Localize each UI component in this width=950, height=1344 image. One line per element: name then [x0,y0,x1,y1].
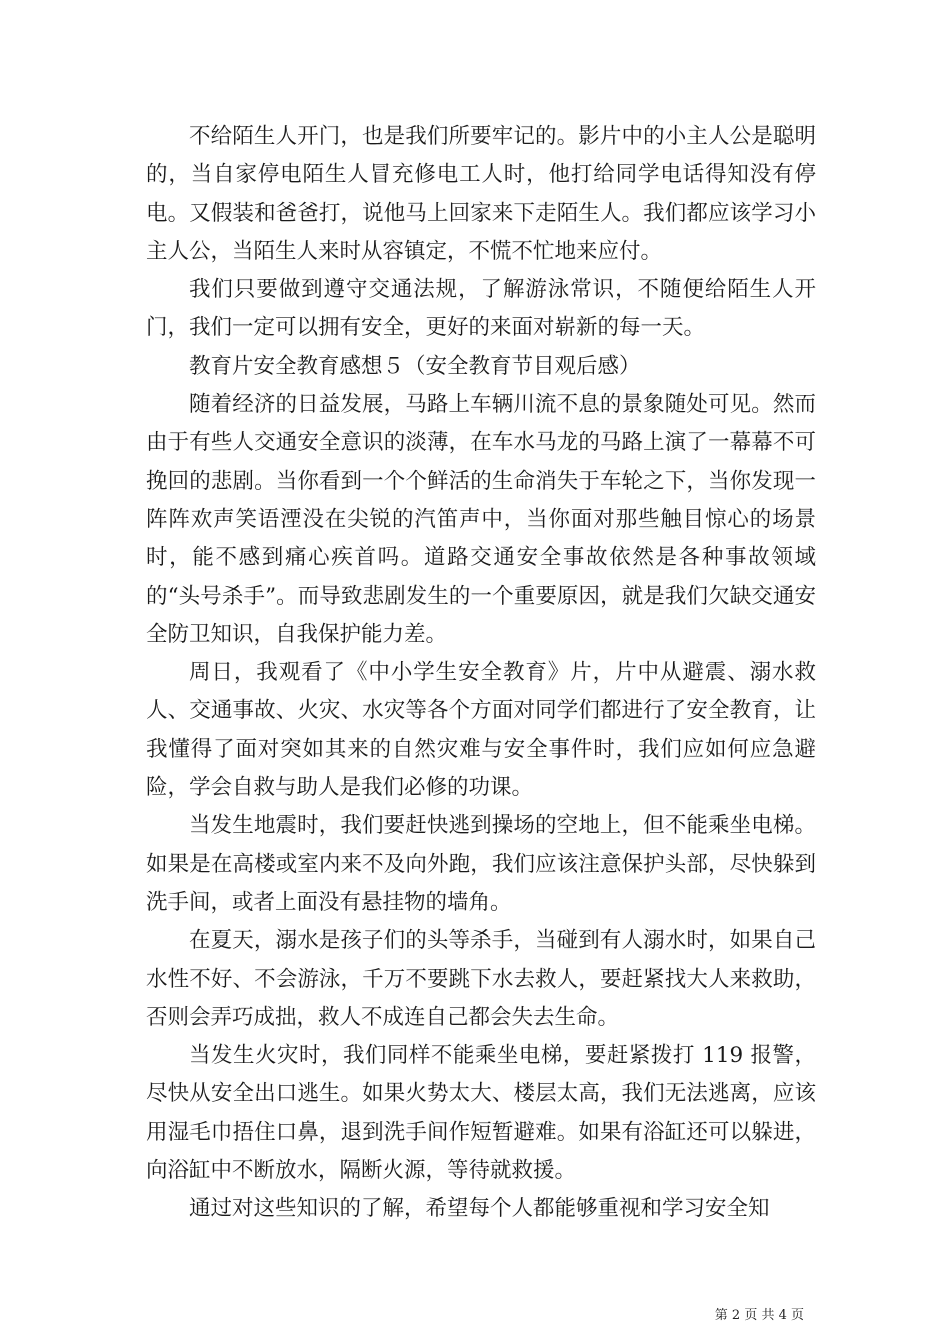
page-number: 第 2 页 共 4 页 [714,1308,804,1323]
paragraph: 当发生地震时，我们要赶快逃到操场的空地上，但不能乘坐电梯。如果是在高楼或室内来不及向外跑，我们应该注意保护头部，尽快躲到洗手间，或者上面没有悬挂物的墙角。 [146,813,816,915]
paragraph: 不给陌生人开门，也是我们所要牢记的。影片中的小主人公是聪明的，当自家停电陌生人冒充修电工人时，他打给同学电话得知没有停电。又假装和爸爸打，说他马上回家来下走陌生人。我们都应该学习小主人公，当陌生人来时从容镇定，不慌不忙地来应付。 [146,124,816,264]
paragraph: 通过对这些知识的了解，希望每个人都能够重视和学习安全知 [189,1196,770,1222]
body-text [146,118,816,1229]
paragraph: 在夏天，溺水是孩子们的头等杀手，当碰到有人溺水时，如果自己水性不好、不会游泳，千万不要跳下水去救人，要赶紧找大人来救助，否则会弄巧成拙，救人不成连自己都会失去生命。 [146,928,816,1030]
section-heading: 教育片安全教育感想５（安全教育节目观后感） [189,353,641,379]
paragraph: 当发生火灾时，我们同样不能乘坐电梯，要赶紧拨打 119 报警，尽快从安全出口逃生。如果火势太大、楼层太高，我们无法逃离，应该用湿毛巾捂住口鼻，退到洗手间作短暂避难。如果有浴缸还可以躲进，向浴缸中不断放水，隔断火源，等待就救援。 [146,1043,816,1184]
paragraph: 我们只要做到遵守交通法规，了解游泳常识，不随便给陌生人开门，我们一定可以拥有安全，更好的来面对崭新的每一天。 [146,277,816,341]
paragraph: 周日，我观看了《中小学生安全教育》片，片中从避震、溺水救人、交通事故、火灾、水灾等各个方面对同学们都进行了安全教育，让我懂得了面对突如其来的自然灾难与安全事件时，我们应如何应急避险，学会自救与助人是我们必修的功课。 [146,660,816,801]
paragraph: 随着经济的日益发展，马路上车辆川流不息的景象随处可见。然而由于有些人交通安全意识的淡薄，在车水马龙的马路上演了一幕幕不可挽回的悲剧。当你看到一个个鲜活的生命消失于车轮之下，当你发现一阵阵欢声笑语湮没在尖锐的汽笛声中，当你面对那些触目惊心的场景时，能不感到痛心疾首吗。道路交通安全事故依然是各种事故领域的“头号杀手”。而导致悲剧发生的一个重要原因，就是我们欠缺交通安全防卫知识，自我保护能力差。 [146,392,816,647]
